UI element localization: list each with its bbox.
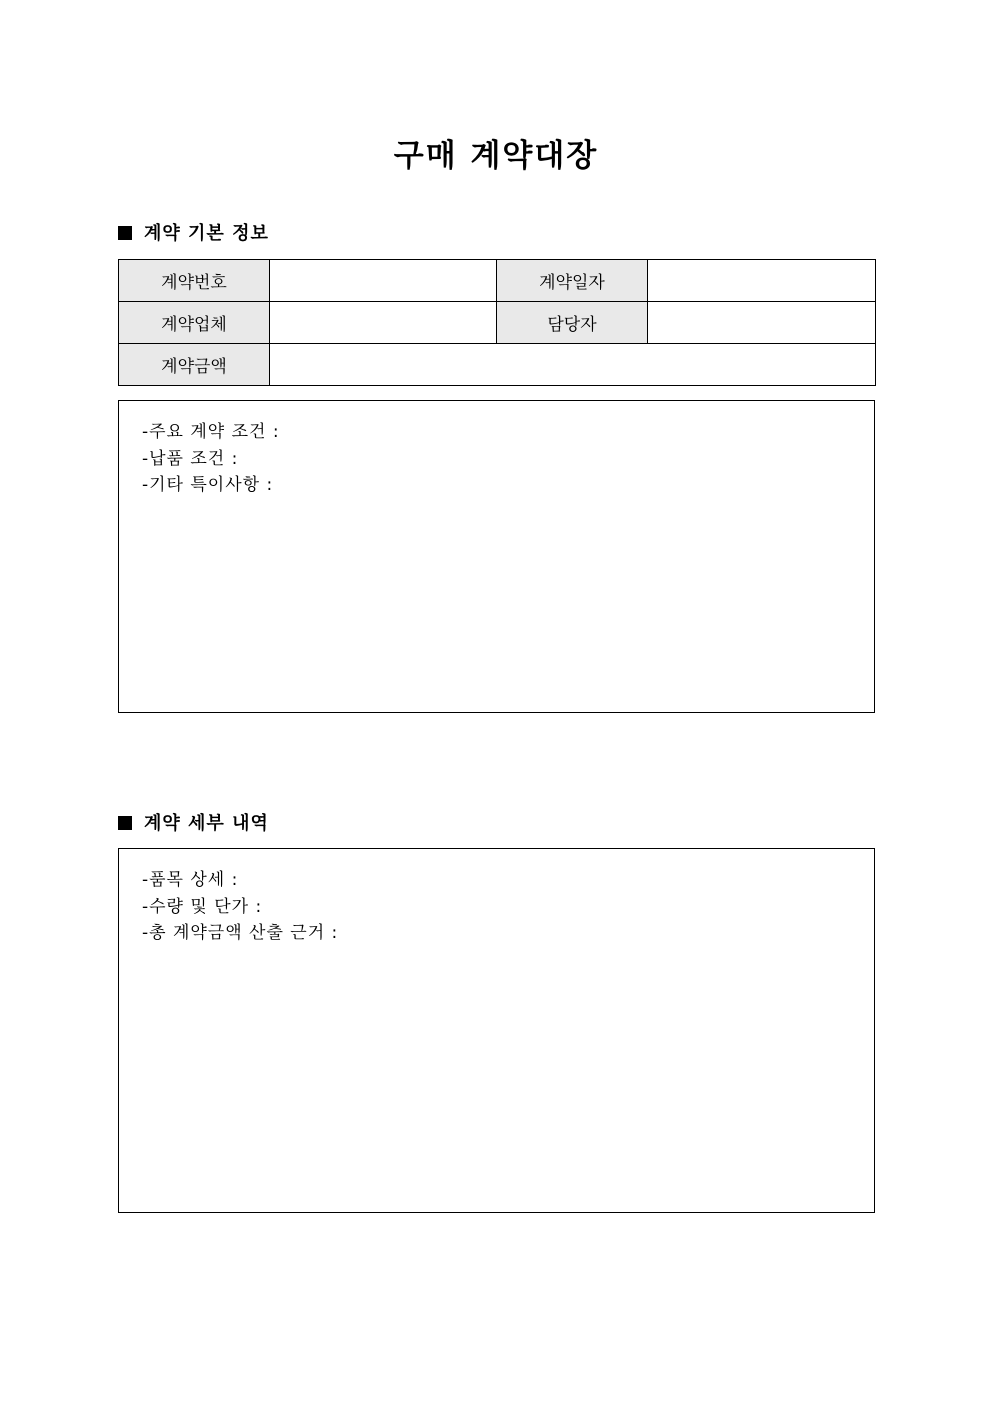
- contract-amount-field[interactable]: [270, 344, 876, 386]
- contract-date-label: 계약일자: [497, 260, 648, 302]
- contract-number-field[interactable]: [270, 260, 497, 302]
- table-row: [119, 302, 876, 344]
- delivery-terms-line: -납품 조건 :: [142, 448, 239, 469]
- quantity-price-line: -수량 및 단가 :: [142, 896, 263, 917]
- contract-basic-info-table: [118, 259, 876, 386]
- section-heading-label: 계약 세부 내역: [144, 813, 269, 834]
- contract-number-label: 계약번호: [119, 260, 270, 302]
- square-bullet-icon: [118, 816, 132, 830]
- other-notes-line: -기타 특이사항 :: [142, 475, 274, 495]
- contract-details-box[interactable]: [118, 848, 875, 1213]
- section-heading-basic-info: [118, 221, 269, 247]
- amount-basis-line: -총 계약금액 산출 근거 :: [142, 923, 339, 943]
- section-heading-details: [118, 811, 269, 837]
- contract-amount-label: 계약금액: [119, 344, 270, 386]
- square-bullet-icon: [118, 226, 132, 240]
- contract-date-field[interactable]: [648, 260, 876, 302]
- vendor-label: 계약업체: [119, 302, 270, 344]
- table-row: [119, 344, 876, 386]
- manager-label: 담당자: [497, 302, 648, 344]
- vendor-field[interactable]: [270, 302, 497, 344]
- section-heading-label: 계약 기본 정보: [144, 223, 269, 244]
- manager-field[interactable]: [648, 302, 876, 344]
- table-row: [119, 260, 876, 302]
- document-title: 구매 계약대장: [393, 138, 599, 174]
- contract-conditions-box[interactable]: [118, 400, 875, 713]
- item-details-line: -품목 상세 :: [142, 870, 239, 890]
- main-terms-line: -주요 계약 조건 :: [142, 422, 280, 442]
